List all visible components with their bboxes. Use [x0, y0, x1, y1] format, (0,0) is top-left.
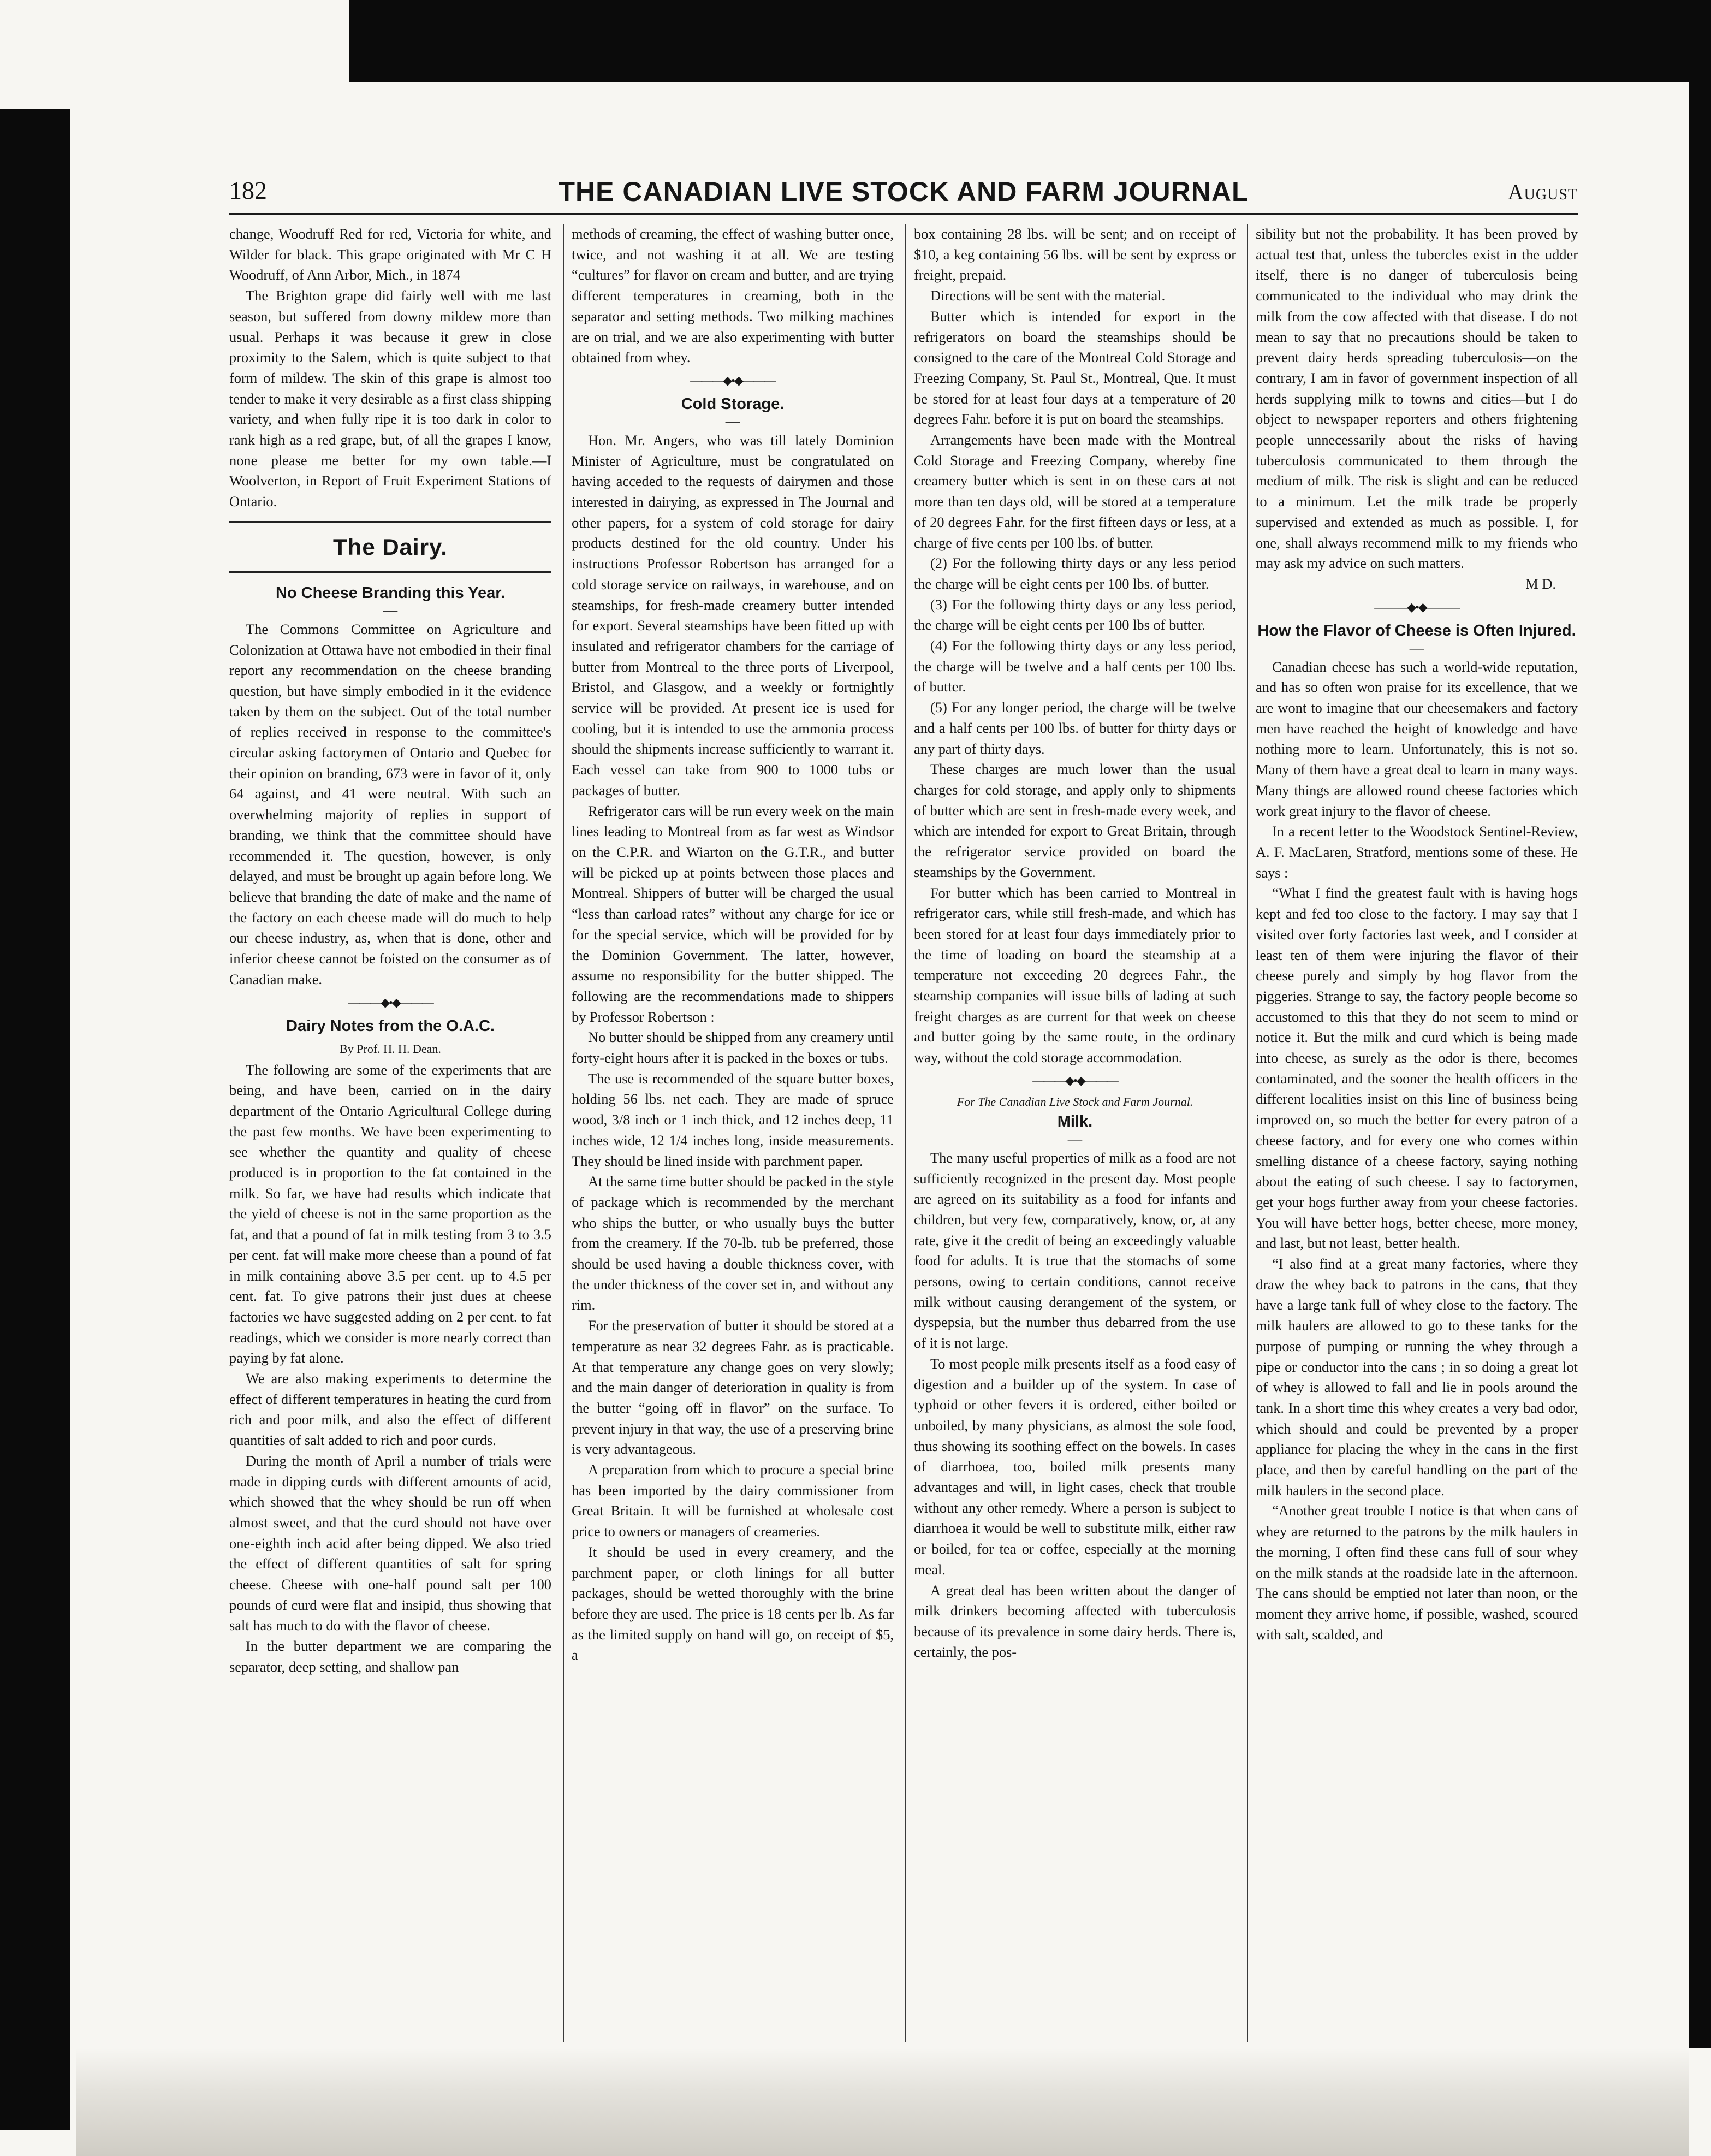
paragraph: The Brighton grape did fairly well with me last season, but suffered from downy mildew more than usual. Perhaps it was because it grew in close proximity to the Salem, which is quite subject to that form of mildew. The skin of this grape is almost too tender to make it very desirable as a first class shipping variety, and when fully ripe it is too dark in color to rank high as a red grape, but, of all the grapes I know, none please me better for my own table.—I Woolverton, in Report of Fruit Experiment Stations of Ontario. — [229, 287, 551, 510]
article-heading: Dairy Notes from the O.A.C. — [286, 1017, 495, 1035]
paragraph: The Commons Committee on Agriculture and Colonization at Ottawa have not embodied in their final report any recommendation on the cheese branding question, but have simply embodied in it the evidence taken by them on the subject. Out of the total number of replies received in response to the committee's circular asking factorymen of Ontario and Quebec for their opinion on branding, 673 were in favor of it, only 64 against, and 41 were neutral. With such an overwhelming majority of replies in support of branding, we think that the committee should have recommended it. The question, however, is only delayed, and must be brought up again before long. We believe that branding the date of make and the name of the factory on each cheese made will do much to help our cheese industry, as, when that is done, other and inferior cheese cannot be foisted on the consumer as of Canadian make. — [229, 620, 551, 987]
paragraph: For butter which has been carried to Montreal in refrigerator cars, while still fresh-made, and which has been stored for at least four days immediately prior to the time of loading on board the steamship at a temperature not exceeding 20 degrees Fahr., the steamship companies will issue bills of lading at such freight charges as are current for that week on cheese and butter going by the same route, in the ordinary way, without the cold storage accommodation. — [914, 884, 1236, 1066]
ornament-divider: ———◆•◆——— — [348, 995, 433, 1009]
paragraph: We are also making experiments to determine the effect of different temperatures in heating the curd from rich and poor milk, and also the effect of different quantities of salt added to rich and poor curds. — [229, 1370, 551, 1449]
paragraph: In the butter department we are comparing the separator, deep setting, and shallow pan — [229, 1638, 551, 1675]
section-rule — [229, 571, 551, 574]
paragraph: Directions will be sent with the material. — [930, 287, 1166, 304]
column-1 — [229, 224, 551, 2042]
paragraph: “I also find at a great many factories, where they draw the whey back to patrons in the cans, that they have a large tank full of whey close to the factory. The milk haulers are allowed to go to these tanks for the purpose of pumping or running the whey through a pipe or conductor into the cans ; in so doing a great lot of whey is allowed to fall and lie in pools around the tank. In a short time this whey creates a very bad odor, which should and could be prevented by a proper appliance for placing the whey in the cans in the first place, and then by careful handling on the part of the milk haulers in the second place. — [1256, 1255, 1578, 1498]
author-signature: M D. — [1525, 575, 1556, 592]
column-4 — [1256, 224, 1578, 2042]
paragraph: These charges are much lower than the usual charges for cold storage, and apply only to shipments of butter which are sent in fresh-made every week, and which are intended for export to Great Britain, through the refrigerator service provided on board the steamships by the Government. — [914, 761, 1236, 880]
short-divider: — — [725, 412, 740, 429]
paragraph: (2) For the following thirty days or any less period the charge will be eight cents per 100 lbs. of butter. — [914, 555, 1236, 592]
issue-month: August — [1507, 180, 1578, 204]
short-divider: — — [383, 601, 398, 618]
paragraph: Refrigerator cars will be run every week on the main lines leading to Montreal from as far west as Windsor on the C.P.R. and Wiarton on the G.T.R., and butter will be picked up at points between those places and Montreal. Shippers of butter will be charged the usual “less than carload rates” without any charge for ice or for the special service, which will be provided for by the Dominion Government. The latter, however, assume no responsibility for the butter shipped. The following are the recommendations made to shippers by Professor Robertson : — [572, 802, 894, 1025]
paragraph: At the same time butter should be packed in the style of package which is recommended by the merchant who ships the butter, or who usually buys the butter from the creamery. If the 70-lb. tub be preferred, those should be used having a double thickness cover, with the under thickness of the cover set in, and without any rim. — [572, 1173, 894, 1313]
paragraph: (5) For any longer period, the charge will be twelve and a half cents per 100 lbs. of butter for thirty days or any part of thirty days. — [914, 699, 1236, 757]
paragraph: No butter should be shipped from any creamery until forty-eight hours after it is packed in the boxes or tubs. — [572, 1029, 894, 1067]
dairy-section-heading: The Dairy. — [333, 534, 448, 560]
ornament-divider: ———◆•◆——— — [690, 373, 775, 387]
scan-margin-left — [0, 109, 70, 2130]
article-heading: No Cheese Branding this Year. — [275, 584, 506, 602]
paragraph: It should be used in every creamery, and the parchment paper, or cloth linings for all butter packages, should be wetted thoroughly with the brine before they are used. The price is 18 cents per lb. As far as the limited supply on hand will go, on receipt of $5, a — [572, 1543, 894, 1663]
column-rule — [563, 224, 564, 2042]
paragraph: (4) For the following thirty days or any less period, the charge will be twelve and a half cents per 100 lbs. of butter. — [914, 637, 1236, 695]
paragraph: Arrangements have been made with the Montreal Cold Storage and Freezing Company, whereby fine creamery butter which is sent in on these cars at not more than ten days old, will be stored at a temperature of 20 degrees Fahr. for the first fifteen days or less, at a charge of five cents per 100 lbs. of butter. — [914, 431, 1236, 551]
scan-margin-top — [349, 0, 1711, 82]
scan-margin-right — [1689, 0, 1711, 2048]
ornament-divider: ———◆•◆——— — [1032, 1073, 1118, 1087]
paragraph: A preparation from which to procure a special brine has been imported by the dairy commissioner from Great Britain. It will be furnished at wholesale cost price to owners or managers of creameries. — [572, 1461, 894, 1540]
section-rule — [229, 521, 551, 524]
article-credit: For The Canadian Live Stock and Farm Journal. — [957, 1094, 1193, 1109]
paragraph: sibility but not the probability. It has been proved by actual test that, unless the tubercles exist in the udder itself, there is no danger of tuberculosis being communicated to the individual who may drink the milk from the cow affected with that disease. I do not mean to say that no precautions should be taken to prevent dairy herds spreading tuberculosis—on the contrary, I am in favor of government inspection of all herds supplying milk to towns and cities—but I do object to newspaper reporters and others frightening people unnecessarily about the risks of having tuberculosis communicated to them through the medium of milk. The risk is slight and can be reduced to a minimum. Let the milk trade be properly supervised and extended as much as possible. I, for one, shall always recommend milk to my friends who may ask my advice on such matters. — [1256, 226, 1578, 572]
short-divider: — — [1409, 639, 1424, 656]
paragraph: During the month of April a number of trials were made in dipping curds with different amounts of acid, which showed that the whey should be run off when almost sweet, and that the curd should not have over one-eighth inch acid after being dipped. We also tried the effect of different quantities of salt for spring cheese. Cheese with one-half pound salt per 100 pounds of curd were flat and insipid, thus showing that salt has much to do with the flavor of cheese. — [229, 1452, 551, 1634]
paragraph: (3) For the following thirty days or any less period, the charge will be eight cents per 100 lbs of butter. — [914, 596, 1236, 633]
byline: By Prof. H. H. Dean. — [340, 1041, 441, 1056]
paragraph: For the preservation of butter it should be stored at a temperature as near 32 degrees Fahr. as is practicable. At that temperature any change goes on very slowly; and the main danger of deterioration in quality is from the butter “going off in flavor” on the surface. To prevent injury in that way, the use of a preserving brine is very advantageous. — [572, 1317, 894, 1458]
paragraph: The following are some of the experiments that are being, and have been, carried on in the dairy department of the Ontario Agricultural College during the past few months. We have been experimenting to see whether the quantity and quality of cheese produced is in proportion to the fat contained in the milk. So far, we have had results which indicate that the yield of cheese is not in the same proportion as the fat, and that a pound of fat in milk testing from 3 to 3.5 per cent. fat will make more cheese than a pound of fat in milk containing above 3.5 per cent. up to 4.5 per cent. fat. To give patrons their just dues at cheese factories we have suggested adding on 2 per cent. to fat readings, which we consider is more nearly correct than paying by fat alone. — [229, 1061, 551, 1366]
article-heading: Cold Storage. — [681, 395, 785, 413]
column-2 — [572, 224, 894, 2042]
column-rule — [1247, 224, 1248, 2042]
article-heading: Milk. — [1057, 1112, 1093, 1130]
short-divider: — — [1067, 1130, 1083, 1147]
scan-margin-bottom — [76, 2048, 1689, 2156]
page-header — [229, 176, 1578, 214]
column-3 — [914, 224, 1236, 2042]
paragraph: To most people milk presents itself as a food easy of digestion and a builder up of the system. In case of typhoid or other fevers it is ordered, either boiled or unboiled, by many physicians, as almost the sole food, thus showing its soothing effect on the bowels. In cases of diarrhoea, too, boiled milk presents many advantages and will, in light cases, check that trouble without any other remedy. Where a person is subject to diarrhoea it would be well to substitute milk, either raw or boiled, for tea or coffee, especially at the morning meal. — [914, 1355, 1236, 1578]
paragraph: The use is recommended of the square butter boxes, holding 56 lbs. net each. They are made of spruce wood, 3/8 inch or 1 inch thick, and 12 inches deep, 11 inches wide, 12 1/4 inches long, inside measurements. They should be lined inside with parchment paper. — [572, 1070, 894, 1169]
paragraph: In a recent letter to the Woodstock Sentinel-Review, A. F. MacLaren, Stratford, mentions some of these. He says : — [1256, 823, 1578, 881]
paragraph: “Another great trouble I notice is that when cans of whey are returned to the patrons by the milk haulers in the morning, I often find these cans full of sour whey on the milk stands at the roadside late in the afternoon. The cans should be emptied not later than noon, or the moment they arrive home, if possible, washed, scoured with salt, scalded, and — [1256, 1502, 1578, 1643]
paragraph: Butter which is intended for export in the refrigerators on board the steamships should be consigned to the care of the Montreal Cold Storage and Freezing Company, St. Paul St., Montreal, Que. It must be stored for at least four days at a temperature of 20 degrees Fahr. before it is put on board the steamships. — [914, 307, 1236, 428]
paragraph: A great deal has been written about the danger of milk drinkers becoming affected with tuberculosis because of its prevalence in some dairy herds. There is, certainly, the pos- — [914, 1582, 1236, 1660]
paragraph: box containing 28 lbs. will be sent; and on receipt of $10, a keg containing 56 lbs. will be sent by express or freight, prepaid. — [914, 226, 1236, 283]
article-heading: How the Flavor of Cheese is Often Injured. — [1257, 621, 1576, 639]
paragraph: The many useful properties of milk as a food are not sufficiently recognized in the present day. Most people are agreed on its suitability as a food for infants and children, but very few, comparatively, know, or, at any rate, give it the credit of being an exceedingly valuable food for adults. It is true that the stomachs of some persons, owing to certain conditions, cannot receive milk without causing derangement of the system, or dyspepsia, but the number thus debarred from the use of it is not large. — [914, 1149, 1236, 1352]
column-rule — [905, 224, 906, 2042]
paragraph: Hon. Mr. Angers, who was till lately Dominion Minister of Agriculture, must be congratulated on having acceded to the requests of dairymen and those interested in dairying, as expressed in The Journal and other papers, for a system of cold storage for dairy products destined for the old country. Under his instructions Professor Robertson has arranged for a cold storage service on railways, in warehouse, and on steamships, for fresh-made creamery butter intended for export. Several steamships have been fitted up with insulated and refrigerator chambers for the carriage of butter from Montreal to the three ports of Liverpool, Bristol, and Glasgow, and a weekly or fortnightly service will be provided. At present ice is used for cooling, but it is intended to use the ammonia process should the shipments increase sufficiently to warrant it. Each vessel can take from 900 to 1000 tubs or packages of butter. — [572, 431, 894, 798]
paragraph: methods of creaming, the effect of washing butter once, twice, and not washing it at all. We are testing “cultures” for flavor on cream and butter, and are trying different temperatures in creaming, both in the separator and setting methods. Two milking machines are on trial, and we are also experimenting with butter obtained from whey. — [572, 226, 894, 366]
paragraph: change, Woodruff Red for red, Victoria for white, and Wilder for black. This grape originated with Mr C H Woodruff, of Ann Arbor, Mich., in 1874 — [229, 226, 551, 283]
header-rule — [229, 213, 1578, 215]
page-columns — [229, 224, 1578, 2042]
ornament-divider: ———◆•◆——— — [1374, 600, 1459, 614]
paragraph: “What I find the greatest fault with is having hogs kept and fed too close to the factory. I may say that I visited over forty factories last week, and I consider at least ten of them were injuring the flavor of their cheese purely and simply by hog flavor from the piggeries. Strange to say, the factory people become so accustomed to this that they do not seem to mind or notice it. But the milk and curd which is being made into cheese, as surely as the odor is there, becomes contaminated, and the sooner the health officers in the different localities insist on this line of business being improved on, so much the better for every patron of a cheese factory, and for every one who comes within smelling distance of a cheese factory, saying nothing about the eating of such cheese. I say to factorymen, get your hogs further away from your cheese factories. You will have better hogs, better cheese, more money, and last, but not least, better health. — [1256, 885, 1578, 1252]
page-number: 182 — [229, 176, 267, 204]
paragraph: Canadian cheese has such a world-wide reputation, and has so often won praise for its excellence, that we are wont to imagine that our cheesemakers and factory men have reached the height of knowledge and have nothing more to learn. Unfortunately, this is not so. Many of them have a great deal to learn in many ways. Many things are allowed round cheese factories which work great injury to the flavor of cheese. — [1256, 658, 1578, 819]
journal-title: THE CANADIAN LIVE STOCK AND FARM JOURNAL — [558, 176, 1249, 207]
